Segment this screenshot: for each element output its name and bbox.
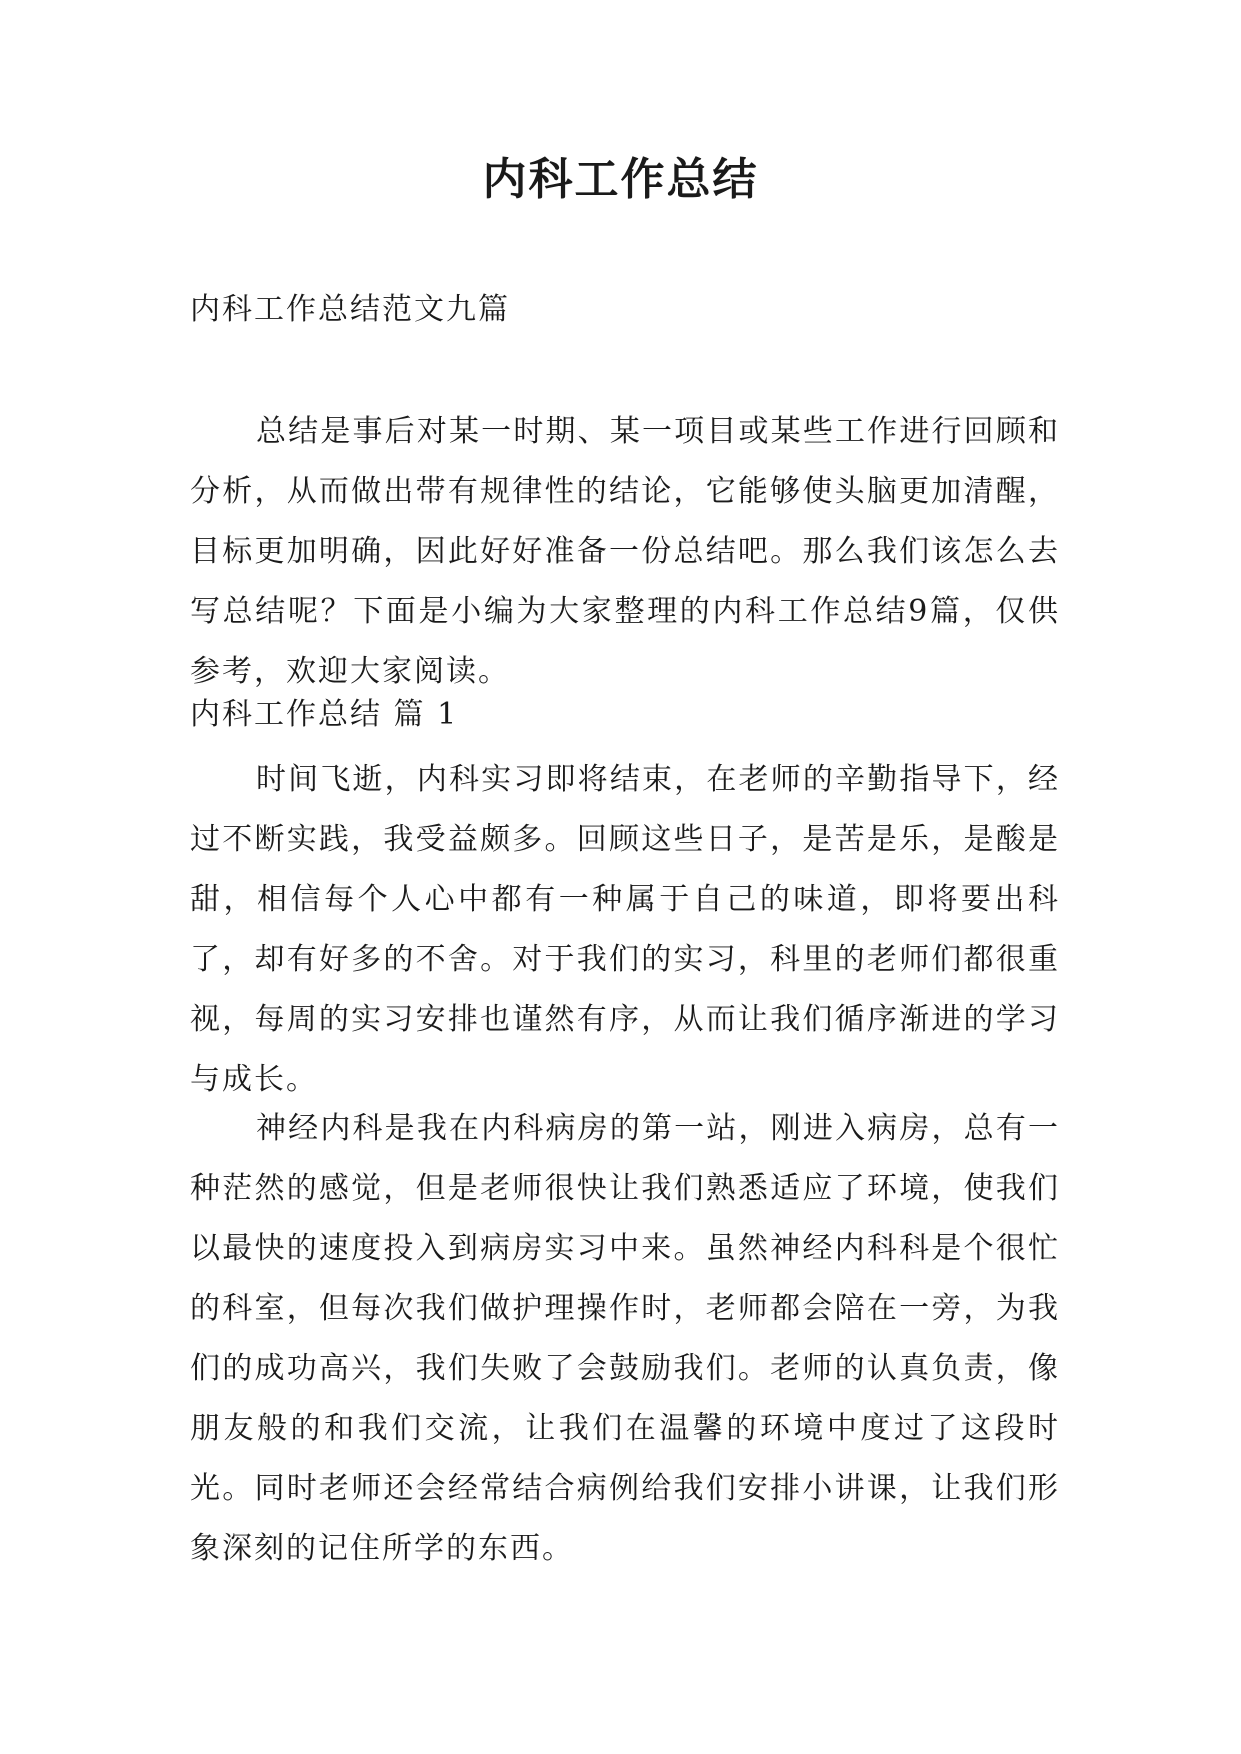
body-paragraph: 神经内科是我在内科病房的第一站，刚进入病房，总有一种茫然的感觉，但是老师很快让我们熟悉适应了环境，使我们以最快的速度投入到病房实习中来。虽然神经内科科是个很忙的科室，但每次我们做护理操作时，老师都会陪在一旁，为我们的成功高兴，我们失败了会鼓励我们。老师的认真负责，像朋友般的和我们交流，让我们在温馨的环境中度过了这段时光。同时老师还会经常结合病例给我们安排小讲课，让我们形象深刻的记住所学的东西。 xyxy=(190,1111,1060,1566)
document-title: 内科工作总结 xyxy=(482,154,759,205)
intro-paragraph: 总结是事后对某一时期、某一项目或某些工作进行回顾和分析，从而做出带有规律性的结论，它能够使头脑更加清醒，目标更加明确，因此好好准备一份总结吧。那么我们该怎么去写总结呢？下面是小编为大家整理的内科工作总结9篇，仅供参考，欢迎大家阅读。 xyxy=(190,414,1060,689)
document-subtitle: 内科工作总结范文九篇 xyxy=(190,292,510,327)
section-heading: 内科工作总结 篇 1 xyxy=(190,697,459,732)
body-paragraph: 时间飞逝，内科实习即将结束，在老师的辛勤指导下，经过不断实践，我受益颇多。回顾这些日子，是苦是乐，是酸是甜，相信每个人心中都有一种属于自己的味道，即将要出科了，却有好多的不舍。对于我们的实习，科里的老师们都很重视，每周的实习安排也谨然有序，从而让我们循序渐进的学习与成长。 xyxy=(190,762,1060,1097)
